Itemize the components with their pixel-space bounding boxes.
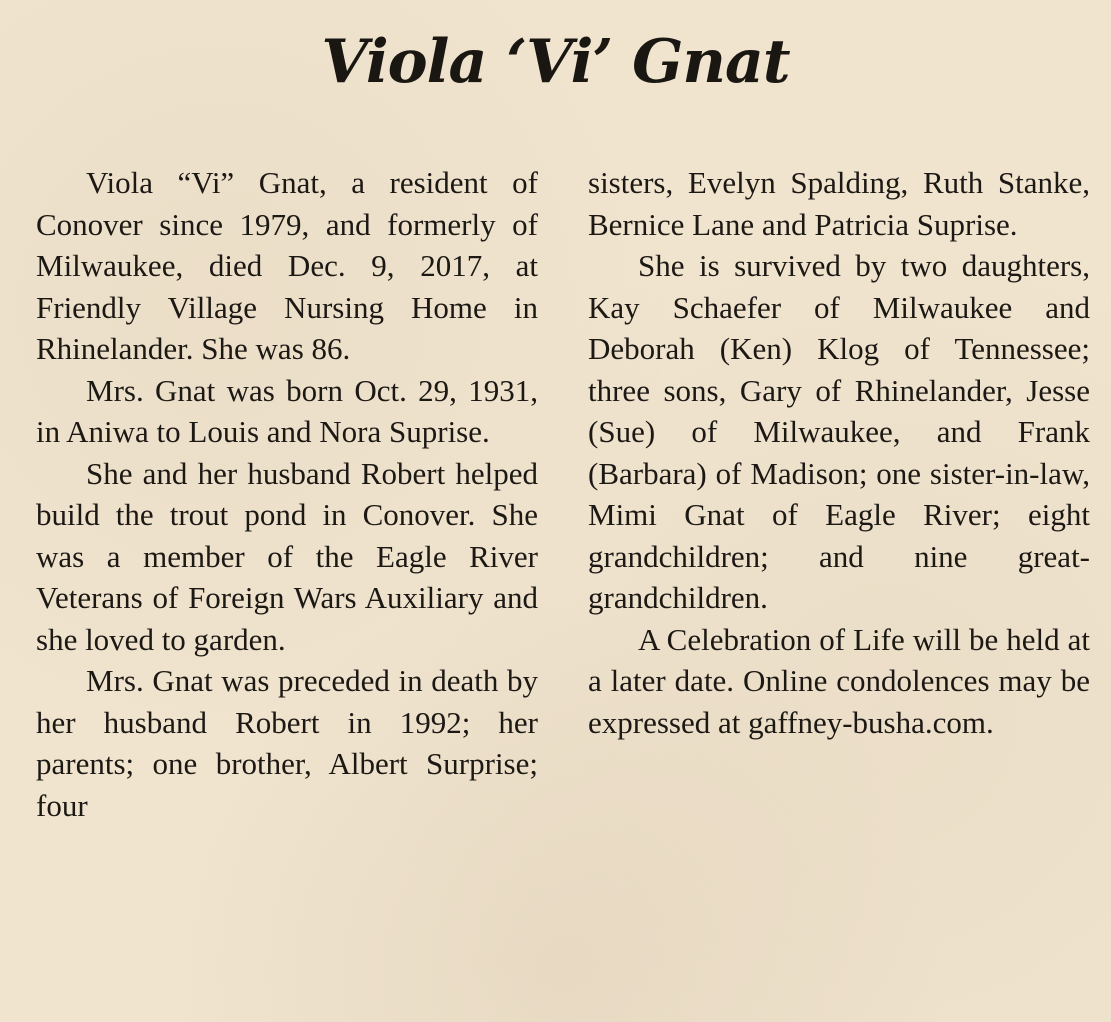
paragraph-life: She and her husband Robert helped build the trout pond in Conover. She was a member of the Eagle River Veterans of Foreign Wars Auxiliary and she loved to garden. bbox=[36, 455, 538, 657]
obituary-title: Viola ‘Vi’ Gnat bbox=[321, 27, 790, 97]
paragraph-preceded-continued: sisters, Evelyn Spalding, Ruth Stanke, Bernice Lane and Patricia Suprise. bbox=[588, 165, 1090, 242]
right-column bbox=[588, 162, 1090, 743]
left-column bbox=[36, 162, 538, 826]
paragraph-birth: Mrs. Gnat was born Oct. 29, 1931, in Aniwa to Louis and Nora Suprise. bbox=[36, 372, 538, 449]
paragraph-preceded: Mrs. Gnat was preceded in death by her husband Robert in 1992; her parents; one brother, Albert Surprise; four bbox=[36, 663, 538, 823]
paragraph-intro: Viola “Vi” Gnat, a resident of Conover since 1979, and formerly of Milwaukee, died Dec. 9, 2017, at Friendly Village Nursing Home in Rhinelander. She was 86. bbox=[36, 165, 538, 366]
paragraph-survived: She is survived by two daughters, Kay Schaefer of Milwaukee and Deborah (Ken) Klog of Tennessee; three sons, Gary of Rhinelander, Jesse (Sue) of Milwaukee, and Frank (Barbara) of Madison; one sister-in-law, Mimi Gnat of Eagle River; eight grandchildren; and nine great-grandchildren. bbox=[588, 248, 1090, 615]
paragraph-celebration: A Celebration of Life will be held at a later date. Online condolences may be expressed at gaffney-busha.com. bbox=[588, 621, 1090, 740]
